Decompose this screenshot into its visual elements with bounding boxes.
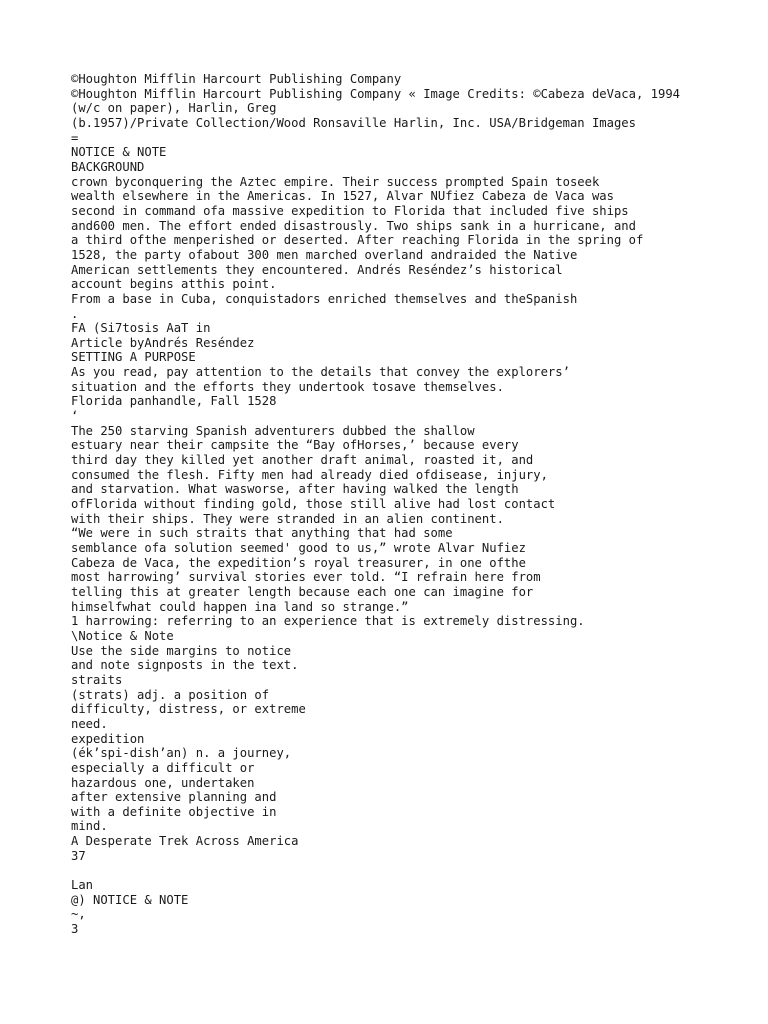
setting-purpose-heading: SETTING A PURPOSE bbox=[71, 350, 196, 365]
vocab-definition-line: especially a difficult or bbox=[71, 760, 255, 775]
body-text-line: estuary near their campsite the “Bay ofHorses,’ because every bbox=[71, 438, 519, 453]
article-byline: Article byAndrés Reséndez bbox=[71, 335, 255, 350]
ocr-artifact-line: Lan bbox=[71, 878, 94, 893]
stray-mark: . bbox=[71, 306, 79, 321]
body-text-line: third day they killed yet another draft animal, roasted it, and bbox=[71, 453, 534, 468]
notice-note-sidebar-title: \Notice & Note bbox=[71, 628, 174, 643]
image-credits-line: (b.1957)/Private Collection/Wood Ronsaville Harlin, Inc. USA/Bridgeman Images bbox=[71, 115, 636, 130]
copyright-line: ©Houghton Mifflin Harcourt Publishing Company bbox=[71, 72, 402, 86]
sidebar-text-line: Use the side margins to notice bbox=[71, 643, 292, 658]
body-text-line: telling this at greater length because each one can imagine for bbox=[71, 584, 534, 599]
footnote: 1 harrowing: referring to an experience that is extremely distressing. bbox=[71, 614, 585, 629]
image-credits-line: (w/c on paper), Harlin, Greg bbox=[71, 101, 277, 116]
vocab-definition-line: (ék’spi-dish’an) n. a journey, bbox=[71, 746, 292, 761]
background-heading: BACKGROUND bbox=[71, 159, 145, 174]
purpose-text-line: As you read, pay attention to the details that convey the explorers’ bbox=[71, 365, 570, 380]
background-text-line: crown byconquering the Aztec empire. Their success prompted Spain toseek bbox=[71, 174, 600, 189]
background-text-line: 1528, the party ofabout 300 men marched overland andraided the Native bbox=[71, 247, 578, 262]
body-text-line: himselfwhat could happen ina land so strange.” bbox=[71, 599, 409, 614]
vocab-term-expedition: expedition bbox=[71, 731, 145, 746]
purpose-text-line: situation and the efforts they undertook tosave themselves. bbox=[71, 379, 504, 394]
body-text-line: with their ships. They were stranded in an alien continent. bbox=[71, 511, 504, 526]
sidebar-text-line: and note signposts in the text. bbox=[71, 658, 299, 673]
vocab-term-straits: straits bbox=[71, 672, 123, 687]
document-text bbox=[71, 72, 761, 937]
body-text-line: The 250 starving Spanish adventurers dubbed the shallow bbox=[71, 423, 475, 438]
vocab-definition-line: with a definite objective in bbox=[71, 804, 277, 819]
body-text-line: “We were in such straits that anything that had some bbox=[71, 526, 453, 541]
body-text-line: Cabeza de Vaca, the expedition’s royal treasurer, in one ofthe bbox=[71, 555, 526, 570]
background-text-line: second in command ofa massive expedition to Florida that included five ships bbox=[71, 203, 629, 218]
vocab-definition-line: after extensive planning and bbox=[71, 790, 277, 805]
separator-mark: = bbox=[71, 130, 79, 145]
blank-line bbox=[71, 863, 761, 878]
vocab-definition-line: mind. bbox=[71, 819, 108, 834]
body-text-line: ofFlorida without finding gold, those still alive had lost contact bbox=[71, 497, 556, 512]
vocab-definition-line: (strats) adj. a position of bbox=[71, 687, 270, 702]
stray-mark: ‘ bbox=[71, 409, 79, 424]
vocab-definition-line: hazardous one, undertaken bbox=[71, 775, 255, 790]
notice-note-label: NOTICE & NOTE bbox=[71, 145, 167, 160]
vocab-definition-line: difficulty, distress, or extreme bbox=[71, 702, 306, 717]
background-text-line: and600 men. The effort ended disastrously. Two ships sank in a hurricane, and bbox=[71, 218, 636, 233]
dateline: Florida panhandle, Fall 1528 bbox=[71, 394, 277, 409]
vocab-definition-line: need. bbox=[71, 716, 108, 731]
body-text-line: most harrowing’ survival stories ever told. “I refrain here from bbox=[71, 570, 541, 585]
ocr-artifact-line: 3 bbox=[71, 922, 79, 937]
image-credits-line: ©Houghton Mifflin Harcourt Publishing Company « Image Credits: ©Cabeza deVaca, 1994 bbox=[71, 86, 681, 101]
background-text-line: From a base in Cuba, conquistadors enriched themselves and theSpanish bbox=[71, 291, 578, 306]
notice-note-icon-label: @) NOTICE & NOTE bbox=[71, 892, 189, 907]
body-text-line: consumed the flesh. Fifty men had already died ofdisease, injury, bbox=[71, 467, 548, 482]
ocr-artifact-line: FA (Si7tosis AaT in bbox=[71, 321, 211, 336]
ocr-artifact-line: ~, bbox=[71, 907, 86, 922]
body-text-line: semblance ofa solution seemed' good to us,” wrote Alvar Nufiez bbox=[71, 541, 526, 555]
running-footer-title: A Desperate Trek Across America bbox=[71, 834, 299, 849]
background-text-line: account begins atthis point. bbox=[71, 277, 277, 292]
background-text-line: a third ofthe menperished or deserted. After reaching Florida in the spring of bbox=[71, 233, 644, 248]
background-text-line: American settlements they encountered. Andrés Reséndez’s historical bbox=[71, 262, 563, 277]
page-number: 37 bbox=[71, 848, 86, 863]
body-text-line: and starvation. What wasworse, after having walked the length bbox=[71, 482, 519, 497]
background-text-line: wealth elsewhere in the Americas. In 1527, Alvar NUfiez Cabeza de Vaca was bbox=[71, 189, 614, 204]
